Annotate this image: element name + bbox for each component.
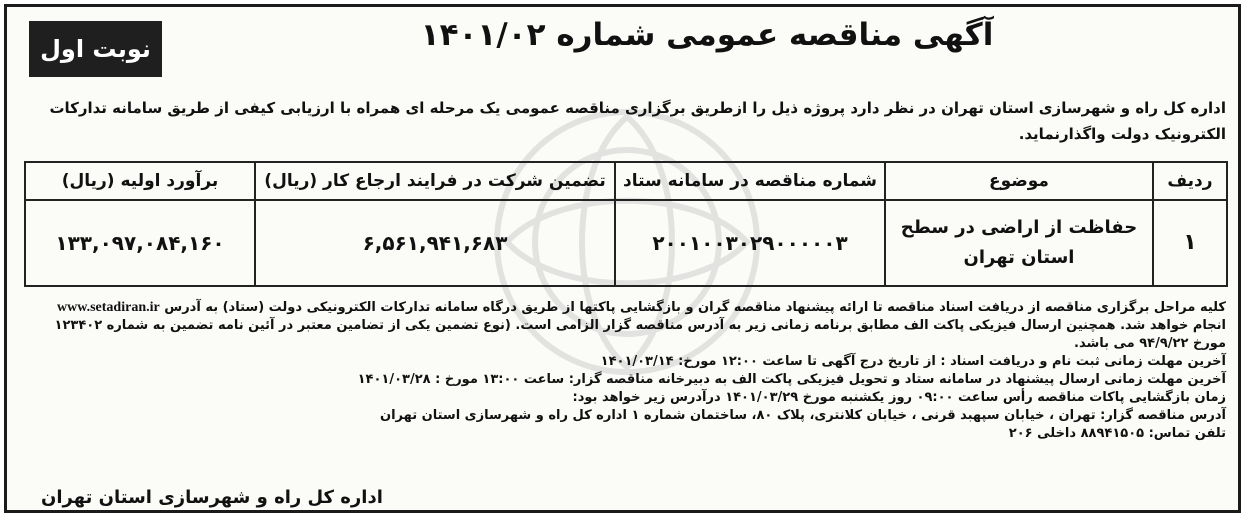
header-tender-number: شماره مناقصه در سامانه ستاد bbox=[615, 162, 885, 200]
tender-notice bbox=[4, 4, 1241, 513]
deadline-documents: آخرین مهلت زمانی ثبت نام و دریافت اسناد : از تاریخ درج آگهی تا ساعت ۱۲:۰۰ مورخ: ۱۴۰۱/۰۳/۱۴ bbox=[600, 354, 1226, 369]
notice-title: آگهی مناقصه عمومی شماره ۱۴۰۱/۰۲ bbox=[420, 17, 994, 53]
cell-row-no: ۱ bbox=[1153, 200, 1227, 286]
table-row bbox=[25, 200, 1227, 286]
header-subject: موضوع bbox=[885, 162, 1153, 200]
procedure-paragraph bbox=[31, 299, 1226, 353]
procedure-text-start: کلیه مراحل برگزاری مناقصه از دریافت اسناد مناقصه تا ارائه پیشنهاد مناقصه گران و بازگشایی پاکتها از طریق درگاه سامانه تدارکات الکترونیکی دولت (ستاد) به آدرس bbox=[164, 300, 1226, 315]
tender-table bbox=[24, 161, 1228, 287]
table-header-row bbox=[25, 162, 1227, 200]
cell-estimate: ۱۳۳,۰۹۷,۰۸۴,۱۶۰ bbox=[25, 200, 255, 286]
notice-body bbox=[31, 299, 1226, 443]
contact-phone: تلفن تماس: ۸۸۹۴۱۵۰۵ داخلی ۲۰۶ bbox=[1008, 426, 1226, 441]
issuer-signature: اداره کل راه و شهرسازی استان تهران bbox=[41, 487, 383, 508]
header-guarantee: تضمین شرکت در فرایند ارجاع کار (ریال) bbox=[255, 162, 615, 200]
deadline-submission: آخرین مهلت زمانی ارسال پیشنهاد در سامانه ستاد و تحویل فیزیکی پاکت الف به دبیرخانه مناقصه گزار: ساعت ۱۳:۰۰ مورخ : ۱۴۰۱/۰۳/۲۸ bbox=[357, 372, 1226, 387]
tenderer-address: آدرس مناقصه گزار: تهران ، خیابان سپهبد قرنی ، خیابان کلانتری، پلاک ۸۰، ساختمان شماره ۱ اداره کل راه و شهرسازی استان تهران bbox=[380, 408, 1226, 423]
setad-website-link[interactable]: www.setadiran.ir bbox=[57, 300, 160, 315]
opening-time: زمان بازگشایی پاکات مناقصه رأس ساعت ۰۹:۰۰ روز یکشنبه مورخ ۱۴۰۱/۰۳/۲۹ درآدرس زیر خواهد بود: bbox=[572, 390, 1226, 405]
cell-subject: حفاظت از اراضی در سطح استان تهران bbox=[885, 200, 1153, 286]
procedure-text-end: انجام خواهد شد. همچنین ارسال فیزیکی پاکت الف مطابق برنامه زمانی زیر به آدرس مناقصه گزار الزامی است. (نوع تضمین یکی از تضامین معتبر در آئین نامه تضمین به شماره ۱۲۳۴۰۲ مورخ ۹۴/۹/۲۲ می باشد. bbox=[54, 318, 1226, 351]
header-estimate: برآورد اولیه (ریال) bbox=[25, 162, 255, 200]
notice-intro: اداره کل راه و شهرسازی استان تهران در نظر دارد پروژه ذیل را ازطریق برگزاری مناقصه عمومی یک مرحله ای همراه با ارزیابی کیفی از طریق سامانه تدارکات الکترونیک دولت واگذارنماید. bbox=[49, 99, 1226, 143]
cell-tender-number: ۲۰۰۱۰۰۳۰۲۹۰۰۰۰۰۳ bbox=[615, 200, 885, 286]
announcement-round-badge: نوبت اول bbox=[29, 21, 162, 77]
header-row-no: ردیف bbox=[1153, 162, 1227, 200]
cell-guarantee: ۶,۵۶۱,۹۴۱,۶۸۳ bbox=[255, 200, 615, 286]
